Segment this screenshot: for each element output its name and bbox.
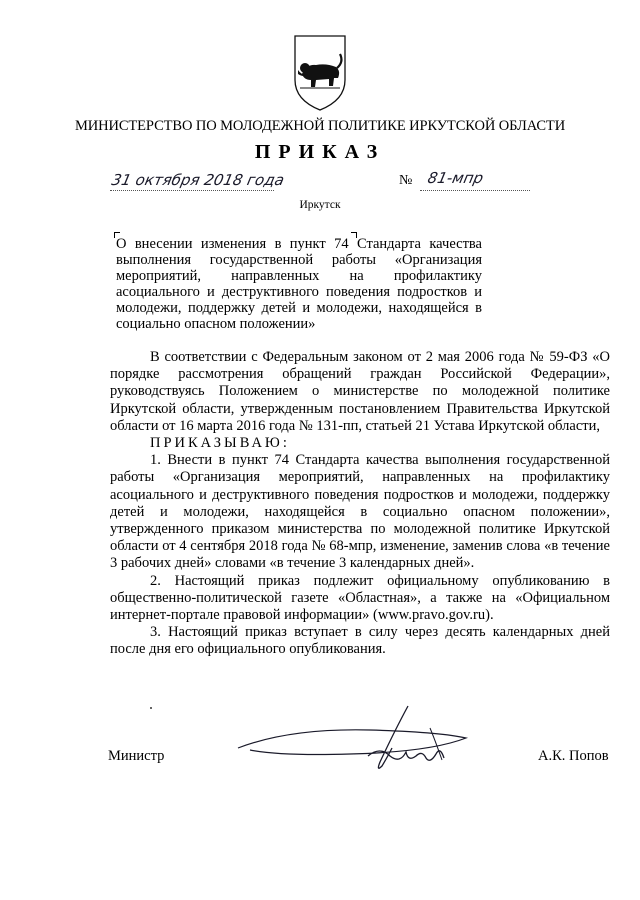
order-item: 3. Настоящий приказ вступает в силу через десять календарных дней после дня его официального опубликования. xyxy=(110,624,610,658)
document-title: ПРИКАЗ xyxy=(254,141,386,163)
handwritten-signature xyxy=(230,700,470,780)
ministry-name: МИНИСТЕРСТВО ПО МОЛОДЕЖНОЙ ПОЛИТИКЕ ИРКУТСКОЙ ОБЛАСТИ xyxy=(74,118,566,134)
signatory-position: Министр xyxy=(108,748,165,764)
scan-speck xyxy=(150,707,152,709)
order-item: 1. Внести в пункт 74 Стандарта качества выполнения государственной работы «Организация мероприятий, направленных на профилактику асоциального и деструктивного поведения подростков и молодежи, поддержку детей и молодежи, находящейся в социально опасном положении», утвержденного приказом министерства по молодежной политике Иркутской области от 4 сентября 2018 года № 68-мпр, изменение, заменив слова «в течение 3 рабочих дней» словами «в течение 3 календарных дней». xyxy=(110,452,610,572)
number-underline xyxy=(420,190,530,191)
number-label: № xyxy=(399,173,413,188)
order-word: ПРИКАЗЫВАЮ: xyxy=(150,435,290,452)
preamble: В соответствии с Федеральным законом от 2 мая 2006 года № 59-ФЗ «О порядке рассмотрения обращений граждан Российской Федерации», руководствуясь Положением о министерстве по молодежной политике Иркутской области, утвержденным постановлением Правительства Иркутской области от 16 марта 2016 года № 131-пп, статьей 21 Устава Иркутской области, xyxy=(110,349,610,434)
date-underline xyxy=(110,190,274,191)
city: Иркутск xyxy=(299,199,341,211)
order-subject: О внесении изменения в пункт 74 Стандарта качества выполнения государственной работы «Организация мероприятий, направленных на профилактику асоциального и деструктивного поведения подростков и молодежи, поддержку детей и молодежи, находящейся в социально опасном положении» xyxy=(116,236,482,332)
order-body xyxy=(110,349,610,659)
order-item: 2. Настоящий приказ подлежит официальному опубликованию в общественно-политической газете «Областная», а также на «Официальном интернет-портале правовой информации» (www.pravo.gov.ru). xyxy=(110,572,610,624)
number-handwritten: 81-мпр xyxy=(426,169,486,187)
coat-of-arms-icon xyxy=(292,34,348,112)
signatory-name: А.К. Попов xyxy=(538,748,609,764)
date-handwritten: 31 октября 2018 года xyxy=(110,171,286,189)
